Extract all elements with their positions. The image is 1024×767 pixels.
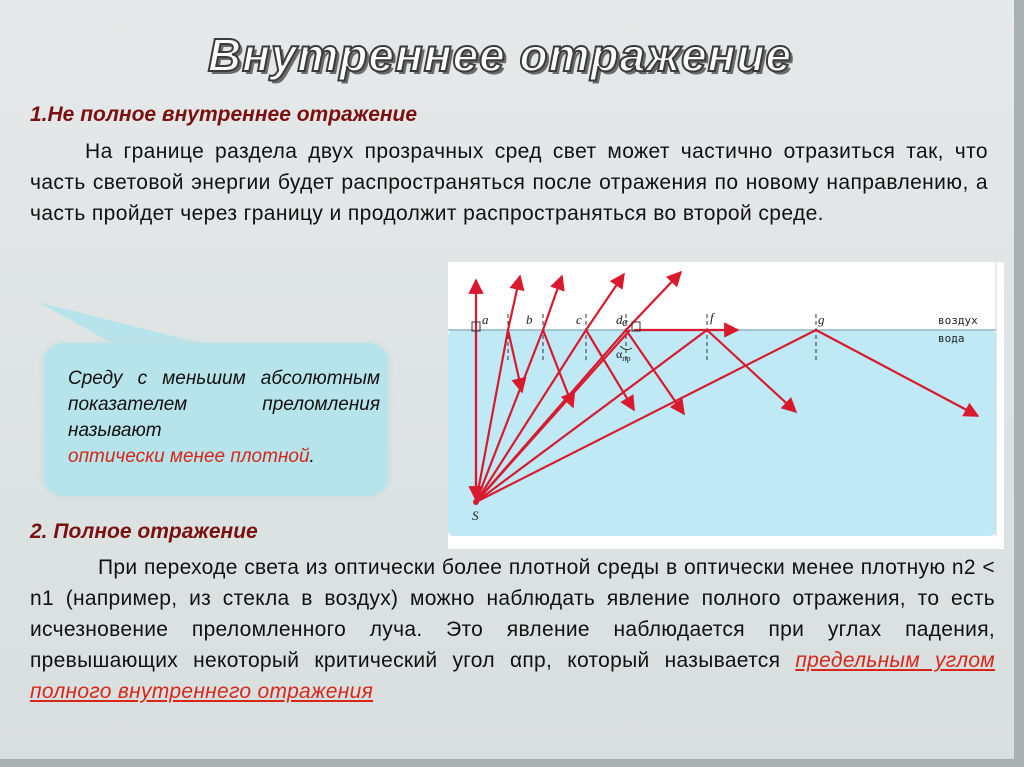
point-label-g: g bbox=[818, 312, 825, 327]
callout-highlight bbox=[68, 444, 380, 470]
callout-highlight-term: оптически менее плотной bbox=[68, 446, 310, 467]
section2-main: При переходе света из оптически более плотной среды в оптически менее плотную n2 < n1 (например, из стекла в воздух) можно наблюдать явление полного отражения, то есть исчезновение преломленного луча. Это явление наблюдается при углах падения, превышающих некоторый критический угол αпр, который называется bbox=[30, 556, 995, 672]
callout-period: . bbox=[309, 446, 315, 467]
section2-heading: 2. Полное отражение bbox=[30, 520, 258, 543]
label-air: воздух bbox=[938, 314, 978, 327]
callout-main: Среду с меньшим абсолютным показателем преломления называют bbox=[68, 368, 380, 441]
point-label-c: c bbox=[576, 312, 582, 327]
source-point bbox=[473, 499, 479, 505]
reflection-diagram bbox=[448, 262, 1004, 549]
label-water: вода bbox=[938, 332, 965, 345]
point-label-a: a bbox=[482, 312, 489, 327]
point-label-f: f bbox=[710, 310, 714, 325]
point-label-b: b bbox=[526, 312, 533, 327]
point-label-d: d bbox=[616, 312, 623, 327]
section2-text bbox=[30, 552, 995, 707]
critical-angle-link[interactable]: предельным углом полного внутреннего отражения bbox=[30, 649, 996, 703]
callout-text bbox=[68, 366, 380, 470]
section1-heading: 1.Не полное внутреннее отражение bbox=[30, 103, 418, 126]
diagram-svg bbox=[448, 262, 1004, 549]
section1-text: На границе раздела двух прозрачных сред свет может частично отразиться так, что часть световой энергии будет распространяться после отражения по новому направлению, а часть пройдет через границу и продолжит распространяться во второй среде. bbox=[30, 140, 988, 225]
source-label: S bbox=[472, 508, 479, 523]
slide-title: Внутреннее отражение bbox=[207, 29, 793, 81]
critical-angle-label: $\alpha_{пр}$ bbox=[616, 347, 631, 363]
point-label-e: e bbox=[622, 314, 628, 329]
